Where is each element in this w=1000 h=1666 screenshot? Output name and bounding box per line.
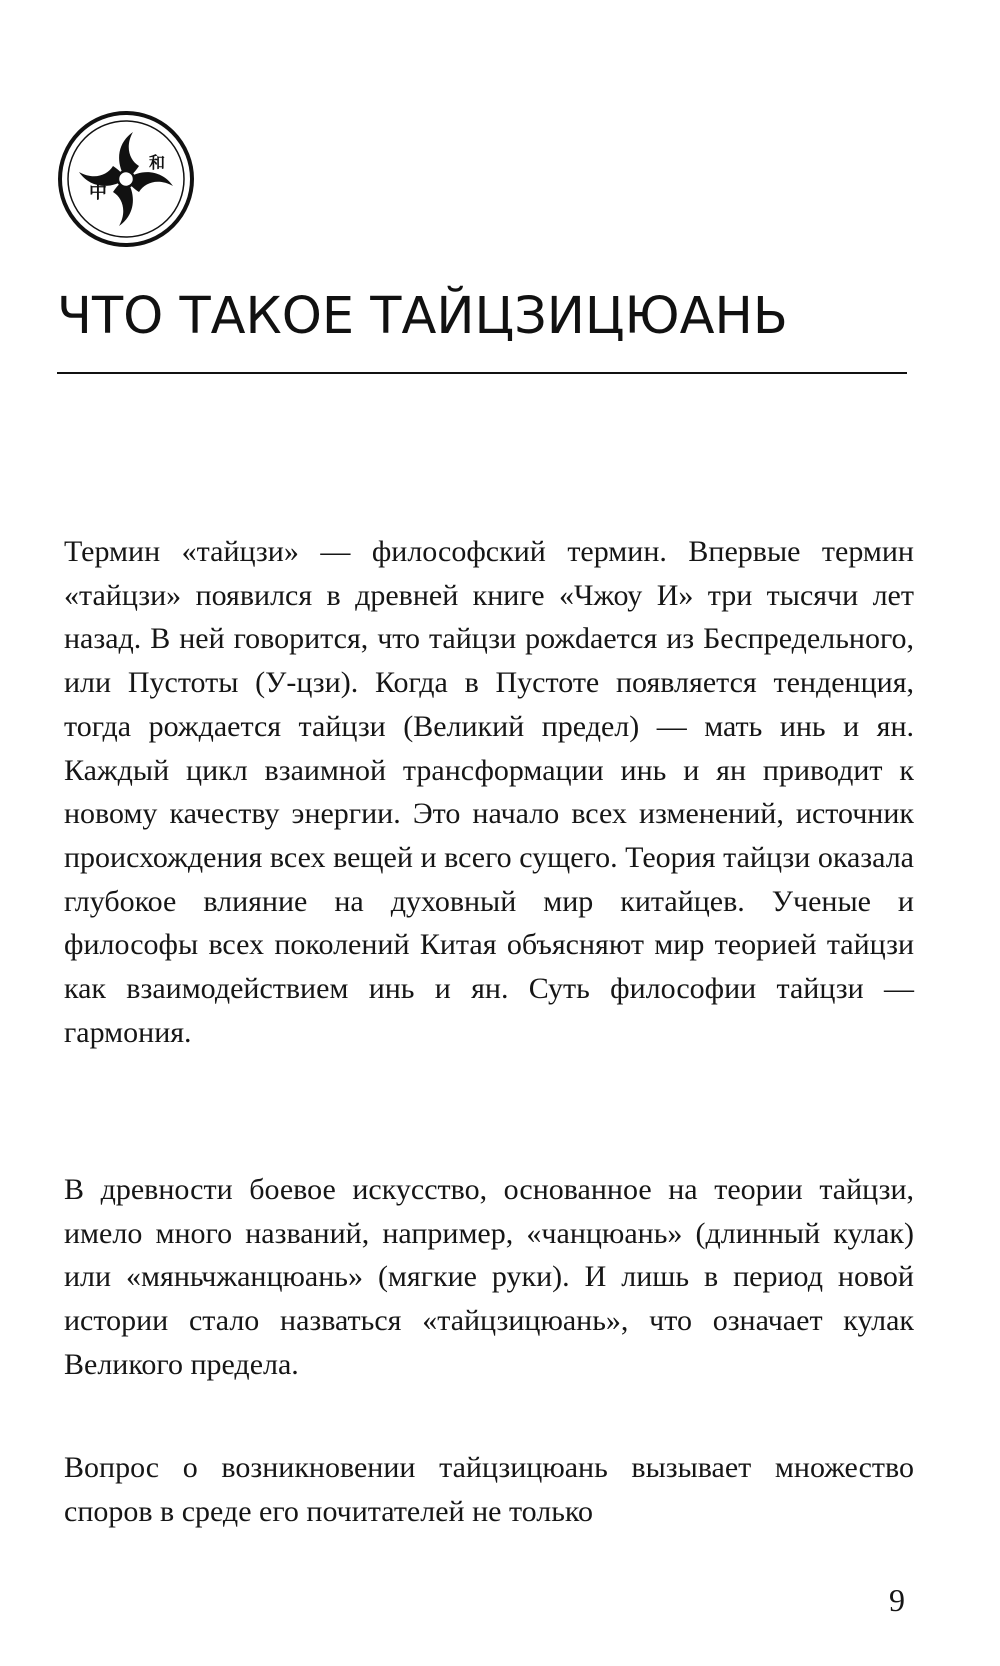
chapter-title: ЧТО ТАКОЕ ТАЙЦЗИЦЮАНЬ — [57, 287, 788, 346]
chapter-emblem-icon — [55, 108, 197, 250]
title-divider — [57, 372, 907, 374]
paragraph-1: Термин «тайцзи» — философский термин. Впервые термин «тайцзи» появился в древней книге «Чжоу И» три тысячи лет назад. В ней говорится, что тайцзи рожdается из Беспредельного, или Пустоты (У-цзи). Когда в Пустоте появляется тенденция, тогда рождается тайцзи (Великий предел) — мать инь и ян. Каждый цикл взаимной трансформации инь и ян приводит к новому качеству энергии. Это начало всех изменений, источник происхождения всех вещей и всего сущего. Теория тайцзи оказала глубокое влияние на духовный мир китайцев. Ученые и философы всех поколений Китая объясняют мир теорией тайцзи как взаимодействием инь и ян. Суть философии тайцзи — гармония. — [64, 535, 914, 1049]
page-number: 9 — [889, 1582, 905, 1618]
emblem-glyph-left: 中 — [89, 182, 107, 203]
emblem-glyph-right: 和 — [149, 153, 166, 172]
paragraph-3: Вопрос о возникновении тайцзицюань вызывает множество споров в среде его почитателей не только — [64, 1451, 914, 1528]
paragraph-2: В древности боевое искусство, основанное на теории тайцзи, имело много названий, например, «чанцюань» (длинный кулак) или «мяньчжанцюань» (мягкие руки). И лишь в период новой истории стало назваться «тайцзицюань», что означает кулак Великого предела. — [64, 1173, 914, 1381]
